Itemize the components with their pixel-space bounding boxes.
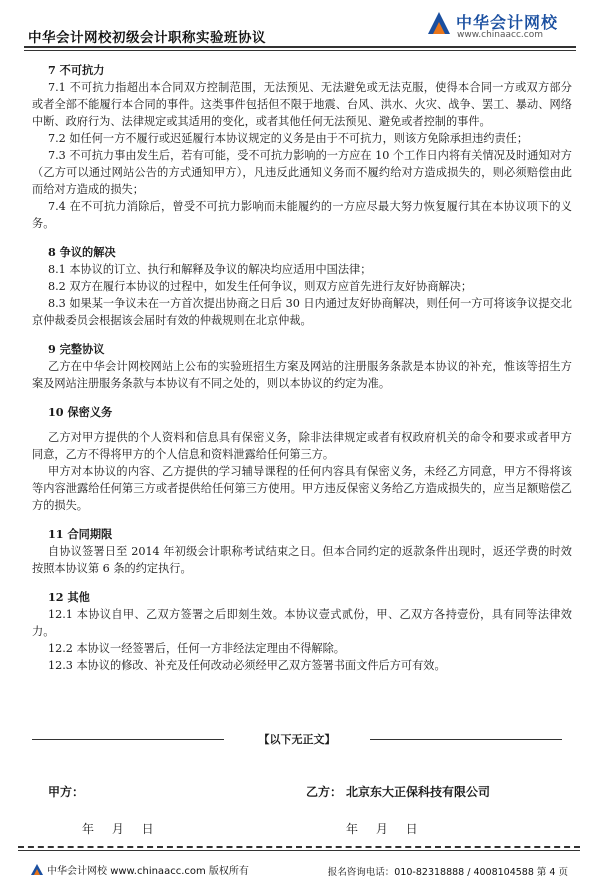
party-b-label: 乙方： — [306, 785, 343, 799]
footer-brand — [30, 862, 249, 877]
clause-10-a: 乙方对甲方提供的个人资料和信息具有保密义务，除非法律规定或者有权政府机关的命令和要求或者甲方同意，乙方不得将甲方的个人信息和资料泄露给任何第三方。 — [32, 431, 572, 461]
clause-12-2: 12.2 本协议一经签署后，任何一方非经法定理由不得解除。 — [48, 642, 345, 655]
section-title: 7 不可抗力 — [48, 63, 105, 77]
footer-brand-url: www.chinaacc.com — [110, 866, 206, 877]
clause-12-3: 12.3 本协议的修改、补充及任何改动必须经甲乙双方签署书面文件后方可有效。 — [48, 659, 446, 672]
party-b-date: 年 月 日 — [346, 822, 418, 836]
agreement-body — [32, 62, 572, 674]
clause-7-3: 7.3 不可抗力事由发生后，若有可能，受不可抗力影响的一方应在 10 个工作日内将有关情况及时通知对方（乙方可以通过网站公告的方式通知甲方），凡违反此通知义务而不履约给对方造成损失的，则必须赔偿由此而给对方造成的损失； — [32, 149, 572, 196]
chinaacc-logo — [426, 8, 586, 42]
document-header-title: 中华会计网校初级会计职称实验班协议 — [28, 30, 266, 46]
section-confidentiality — [32, 404, 572, 514]
section-contract-term — [32, 526, 572, 577]
party-a-label: 甲方： — [48, 785, 85, 799]
footer-divider — [18, 846, 580, 848]
clause-10-b: 甲方对本协议的内容、乙方提供的学习辅导课程的任何内容具有保密义务，未经乙方同意，甲方不得将该等内容泄露给任何第三方或者提供给任何第三方使用。甲方违反保密义务给乙方造成损失的，应当足额赔偿乙方的损失。 — [32, 465, 572, 512]
section-title: 10 保密义务 — [48, 405, 113, 419]
party-a-date: 年 月 日 — [82, 822, 154, 836]
clause-7-1: 7.1 不可抗力指超出本合同双方控制范围，无法预见、无法避免或无法克服，使得本合同一方或双方部分或者全部不能履行本合同的事件。这类事件包括但不限于地震、台风、洪水、火灾、战争、罢工、暴动、网络中断、政府行为、法律规定或其适用的变化，或者其他任何无法预见、避免或者控制的事件。 — [32, 81, 572, 128]
footer-divider-thin — [18, 850, 580, 851]
section-force-majeure — [32, 62, 572, 232]
header-divider-thin — [24, 50, 576, 51]
end-line-right — [370, 739, 562, 740]
logo-text: 中华会计网校 — [456, 13, 559, 32]
clause-9: 乙方在中华会计网校网站上公布的实验班招生方案及网站的注册服务条款是本协议的补充，惟该等招生方案及网站注册服务条款与本协议有不同之处的，则以本协议的约定为准。 — [32, 360, 572, 390]
section-entire-agreement — [32, 341, 572, 392]
end-of-text-marker — [32, 731, 562, 747]
clause-8-2: 8.2 双方在履行本协议的过程中，如发生任何争议，则双方应首先进行友好协商解决； — [48, 280, 473, 293]
section-dispute-resolution — [32, 244, 572, 329]
clause-7-2: 7.2 如任何一方不履行或迟延履行本协议规定的义务是由于不可抗力，则该方免除承担违约责任； — [48, 132, 529, 145]
clause-12-1: 12.1 本协议自甲、乙双方签署之后即刻生效。本协议壹式贰份，甲、乙双方各持壹份，具有同等法律效力。 — [32, 608, 572, 638]
section-title: 9 完整协议 — [48, 342, 105, 356]
footer-rights: 版权所有 — [208, 866, 249, 877]
section-title: 11 合同期限 — [48, 527, 113, 541]
clause-8-1: 8.1 本协议的订立、执行和解释及争议的解决均应适用中国法律； — [48, 263, 372, 276]
section-title: 8 争议的解决 — [48, 245, 116, 259]
clause-7-4: 7.4 在不可抗力消除后，曾受不可抗力影响而未能履约的一方应尽最大努力恢复履行其在本协议项下的义务。 — [32, 200, 572, 230]
section-title: 12 其他 — [48, 590, 90, 604]
end-of-text-label: 【以下无正文】 — [255, 731, 340, 747]
header-divider — [24, 46, 576, 48]
footer-contact: 报名咨询电话：010-82318888 / 4008104588 第 4 页 — [327, 867, 568, 878]
footer-brand-name: 中华会计网校 — [47, 866, 107, 877]
chinaacc-mini-logo-icon — [30, 863, 44, 877]
clause-11: 自协议签署日至 2014 年初级会计职称考试结束之日。但本合同约定的返款条件出现时，返还学费的时效按照本协议第 6 条的约定执行。 — [32, 545, 572, 575]
party-b-name: 北京东大正保科技有限公司 — [346, 785, 491, 799]
end-line-left — [32, 739, 224, 740]
section-miscellaneous — [32, 589, 572, 674]
clause-8-3: 8.3 如果某一争议未在一方首次提出协商之日后 30 日内通过友好协商解决，则任何一方可将该争议提交北京仲裁委员会根据该会届时有效的仲裁规则在北京仲裁。 — [32, 297, 572, 327]
chinaacc-logo-icon — [426, 10, 452, 38]
logo-url: www.chinaacc.com — [457, 30, 543, 40]
